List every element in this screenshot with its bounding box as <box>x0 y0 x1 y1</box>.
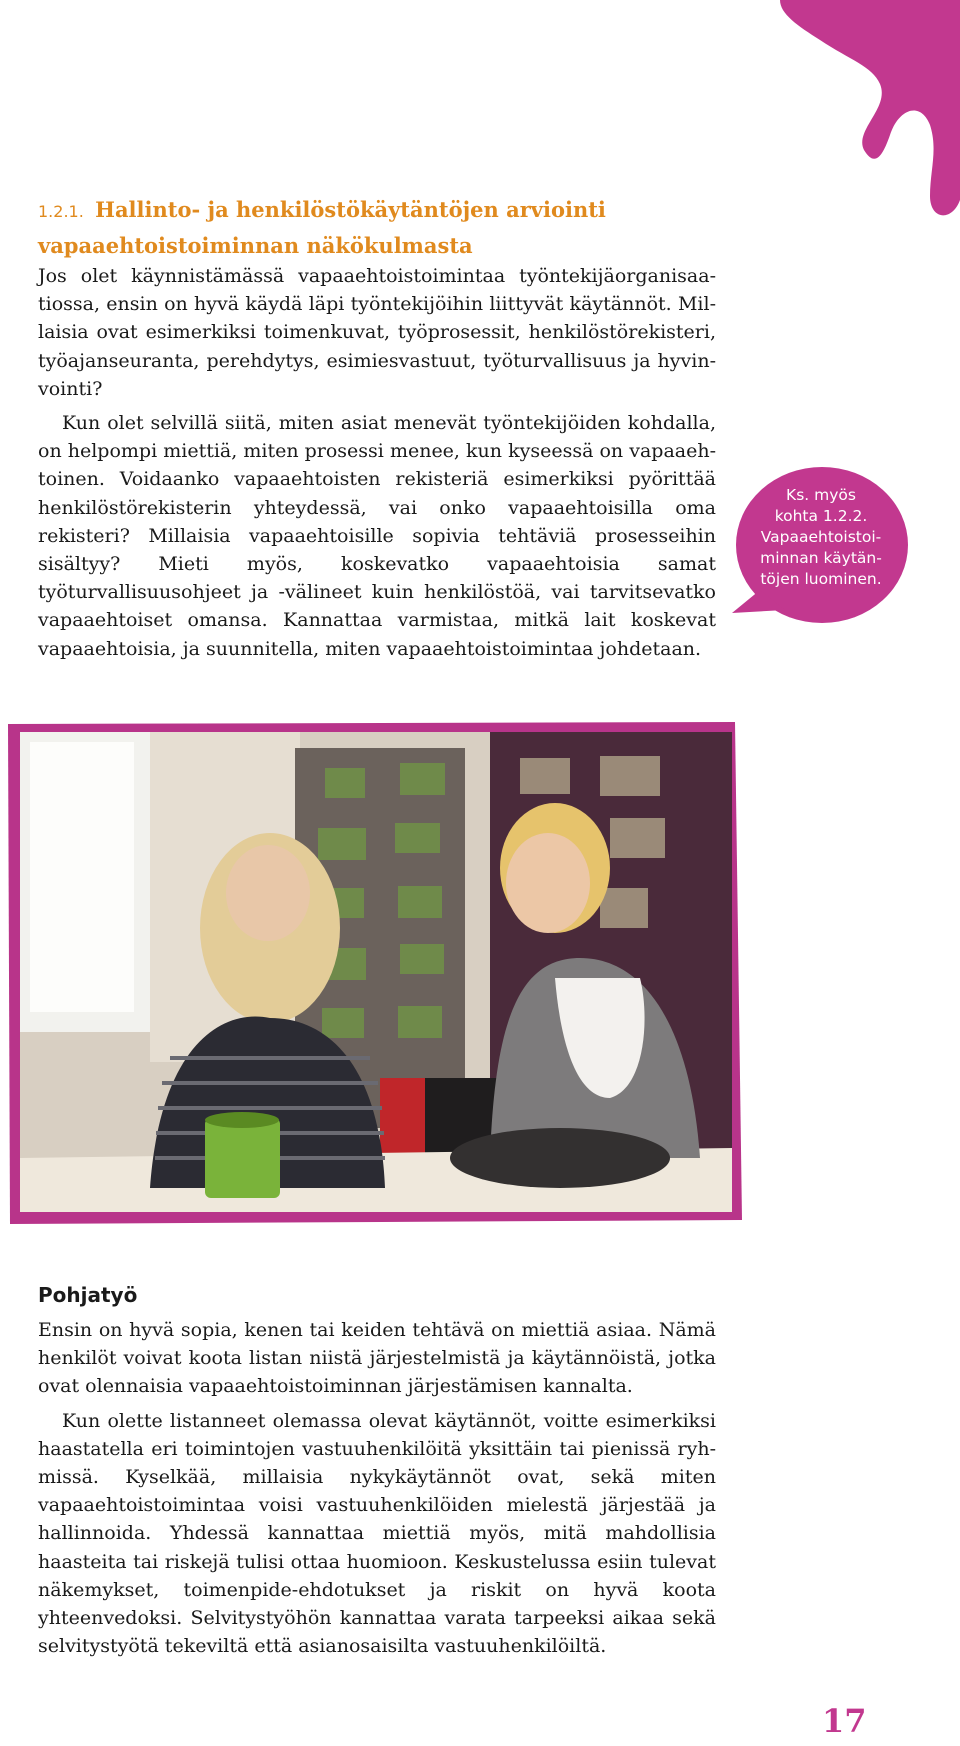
pohjatyo-heading: Pohjatyö <box>38 1283 138 1307</box>
callout-line: töjen luominen. <box>760 570 882 588</box>
callout-line: Ks. myös <box>786 486 856 504</box>
pohjatyo-text <box>38 1316 716 1660</box>
intro-text <box>38 262 716 663</box>
paragraph: Kun olette listanneet olemassa olevat käytännöt, voitte esimerkiksi haastatella eri toimintojen vastuuhenkilöitä yksittäin tai pienissä ryhmissä. Kyselkää, millaisia nykykäytännöt ovat, sekä miten vapaaehtoistoimintaa voisi vastuuhenkilöiden mielestä järjestää ja hallinnoida. Yhdessä kannattaa miettiä myös, mitä mahdollisia haasteita tai riskejä tulisi ottaa huomioon. Keskustelussa esiin tulevat näkemykset, toimenpide-ehdotukset ja riskit on hyvä koota yhteenvedoksi. Selvitystyöhön kannattaa varata tarpeeksi aikaa sekä selvitystyötä tekeviltä että asianosaisilta vastuuhenkilöiltä. <box>38 1409 716 1658</box>
photo-two-women-at-table <box>0 718 745 1226</box>
section-heading <box>38 193 678 263</box>
photo-frame <box>0 718 745 1226</box>
callout-line: Vapaaehtoistoi- <box>760 528 882 546</box>
callout-line: kohta 1.2.2. <box>774 507 868 525</box>
section-title: Hallinto- ja henkilöstökäytäntöjen arviointi vapaaehtoistoiminnan näkökulmasta <box>38 197 606 258</box>
paragraph: Ensin on hyvä sopia, kenen tai keiden tehtävä on miettiä asiaa. Nämä henkilöt voivat koota listan niistä järjestelmistä ja käytännöistä, jotka ovat olennaisia vapaaehtoistoiminnan järjestämisen kannalta. <box>38 1319 716 1398</box>
section-number: 1.2.1. <box>38 202 84 221</box>
paragraph: Kun olet selvillä siitä, miten asiat menevät työntekijöiden kohdalla, on helpompi miettiä, miten prosessi menee, kun kyseessä on vapaaehtoinen. Voidaanko vapaaehtoisten rekisteriä esimerkiksi pyörittää henkilöstörekisterin yhteydessä, vai onko vapaaehtoisilla oma rekisteri? Millaisia vapaaehtoisille sopivia tehtäviä prosesseihin sisältyy? Mieti myös, koskevatko vapaaehtoisia samat työturvallisuusohjeet ja -välineet kuin henkilöstöä, vai tarvitsevatko vapaaehtoiset omansa. Kannattaa varmistaa, mitkä lait koskevat vapaaehtoisia, ja suunnitella, miten vapaaehtoistoimintaa johdetaan. <box>38 412 716 660</box>
see-also-callout <box>730 465 910 640</box>
callout-line: minnan käytän- <box>760 549 882 567</box>
callout-text <box>746 485 896 590</box>
paragraph: Jos olet käynnistämässä vapaaehtoistoimintaa työntekijäorganisaatiossa, ensin on hyvä käydä läpi työntekijöihin liittyvät käytännöt. Millaisia ovat esimerkiksi toimenkuvat, työprosessit, henkilöstörekisteri, työajanseuranta, perehdytys, esimiesvastuut, työturvallisuus ja hyvinvointi? <box>38 265 716 400</box>
page-number: 17 <box>822 1702 867 1740</box>
paint-splash-decoration <box>780 0 960 230</box>
